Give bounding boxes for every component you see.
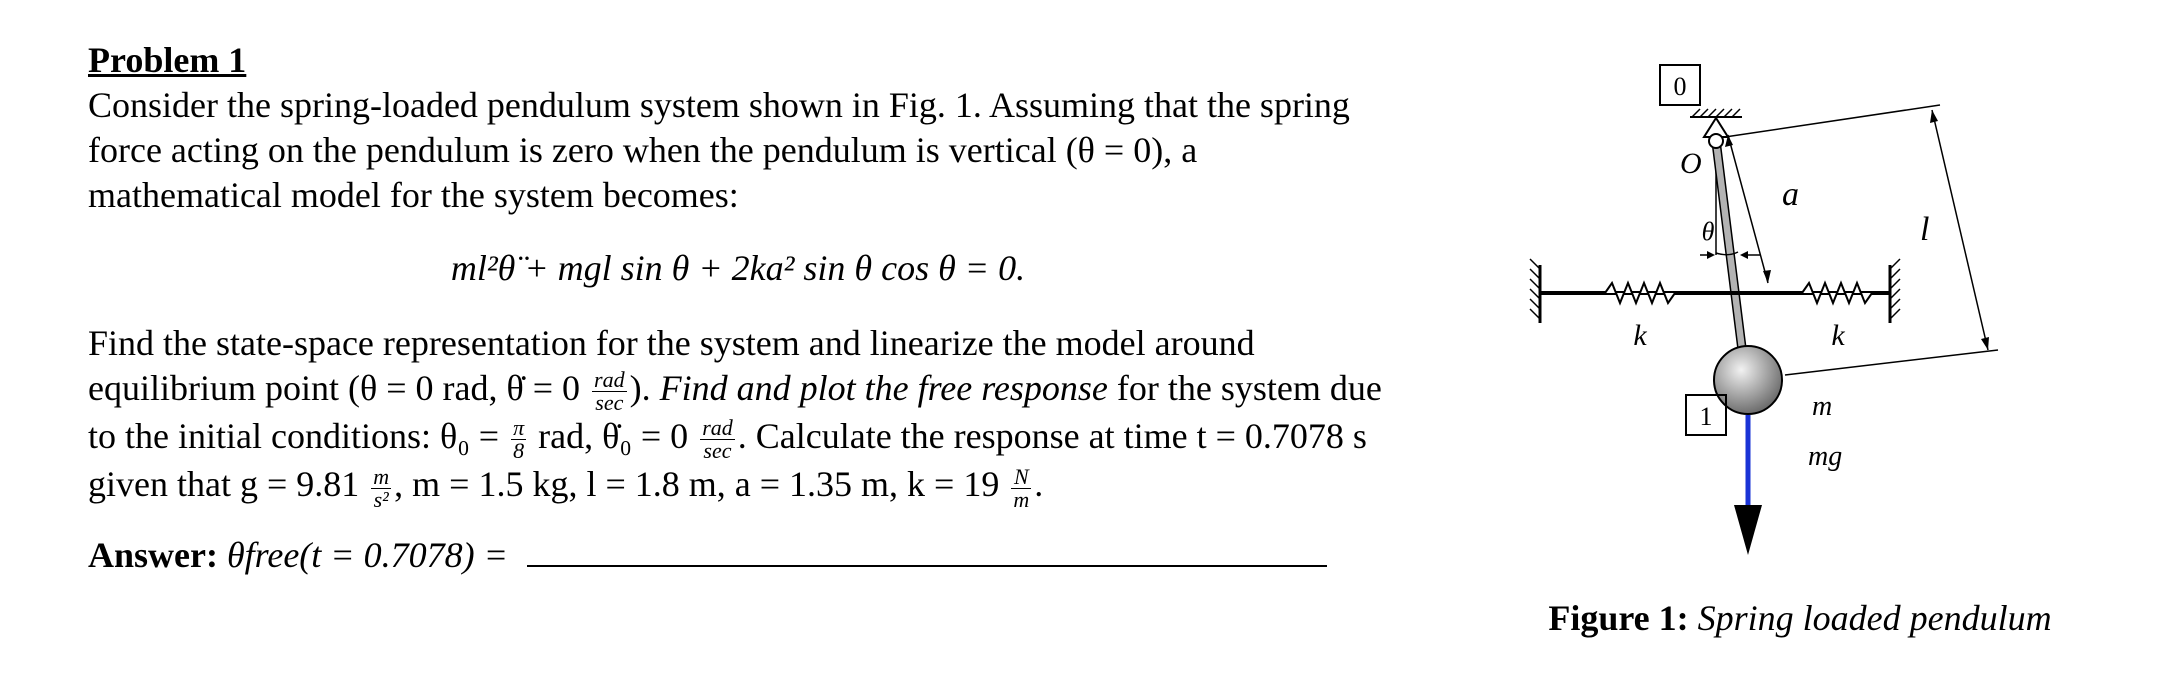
- caption-text: Spring loaded pendulum: [1697, 598, 2052, 638]
- task-text-e: . Calculate the response at time t = 0.7078 s given that g = 9.81: [88, 416, 1367, 505]
- dimension-l-line: [1932, 110, 1988, 350]
- node-label-1: 1: [1699, 402, 1713, 431]
- answer-label: Answer:: [88, 534, 218, 575]
- angle-label-theta: θ: [1701, 217, 1715, 246]
- theta-arrowhead-right: [1740, 251, 1748, 259]
- task-text-b: ).: [629, 368, 651, 408]
- mass-label-m: m: [1812, 391, 1833, 422]
- fraction-m-s2: $\frac{m}{\text{s²}}$: [373, 463, 390, 512]
- dimension-label-a: a: [1782, 176, 1799, 213]
- task-text-c: for the system due to the initial conditions: θ₀ =: [88, 368, 1382, 457]
- dimension-l-arrow-top: [1930, 110, 1938, 123]
- model-equation: ml²θ̈ + mgl sin θ + 2ka² sin θ cos θ = 0.: [450, 248, 1026, 288]
- gravity-arrowhead: [1734, 505, 1762, 555]
- spring-label-k-right: k: [1831, 319, 1845, 352]
- fraction-N-m: $\frac{N}{m}$: [1013, 463, 1030, 512]
- intro-paragraph: Consider the spring-loaded pendulum system shown in Fig. 1. Assuming that the spring force acting on the pendulum is zero when the pendulum is vertical (θ = 0), a mathematical model for the system becomes:: [88, 85, 1350, 215]
- dimension-l-bottom-ext: [1785, 350, 1998, 375]
- pendulum-figure: [1520, 55, 2080, 575]
- fraction-rad-sec-2: $\frac{\text{rad}}{\sec}$: [702, 415, 733, 464]
- task-text-a: Find the state-space representation for the system and linearize the model around equilibrium point (θ = 0 rad, θ̇ = 0: [88, 323, 1255, 408]
- support-hatch: [1692, 109, 1740, 117]
- node-label-0: 0: [1673, 72, 1687, 101]
- spring-label-k-left: k: [1633, 319, 1647, 352]
- pivot-label-O: O: [1680, 147, 1702, 180]
- left-spring: [1605, 283, 1675, 303]
- dimension-label-l: l: [1920, 211, 1930, 248]
- answer-line: [88, 531, 1388, 578]
- task-text-d: rad, θ̇₀ = 0: [538, 416, 689, 457]
- problem-text: [88, 38, 1388, 578]
- caption-label: Figure 1:: [1548, 598, 1689, 638]
- answer-blank[interactable]: [527, 531, 1327, 567]
- pivot-circle: [1709, 134, 1723, 148]
- task-emphasis: Find and plot the free response: [659, 368, 1108, 408]
- dimension-l-arrow-bottom: [1981, 337, 1989, 350]
- task-paragraph: [88, 321, 1388, 511]
- task-text-g: .: [1034, 464, 1044, 505]
- right-spring: [1802, 283, 1872, 303]
- dimension-l-top-ext: [1725, 105, 1940, 137]
- fraction-pi-8: $\frac{\pi}{8}$: [513, 415, 525, 464]
- problem-title: Problem 1: [88, 40, 247, 80]
- force-label-mg: mg: [1808, 441, 1843, 472]
- figure-caption: [1490, 597, 2110, 639]
- fraction-rad-sec: $\frac{\text{rad}}{\sec}$: [594, 367, 625, 416]
- pendulum-mass: [1714, 346, 1782, 414]
- task-text-f: , m = 1.5 kg, l = 1.8 m, a = 1.35 m, k = 19: [394, 464, 1000, 505]
- theta-arrowhead-left: [1707, 251, 1715, 259]
- answer-expression: θfree(t = 0.7078) =: [226, 534, 508, 575]
